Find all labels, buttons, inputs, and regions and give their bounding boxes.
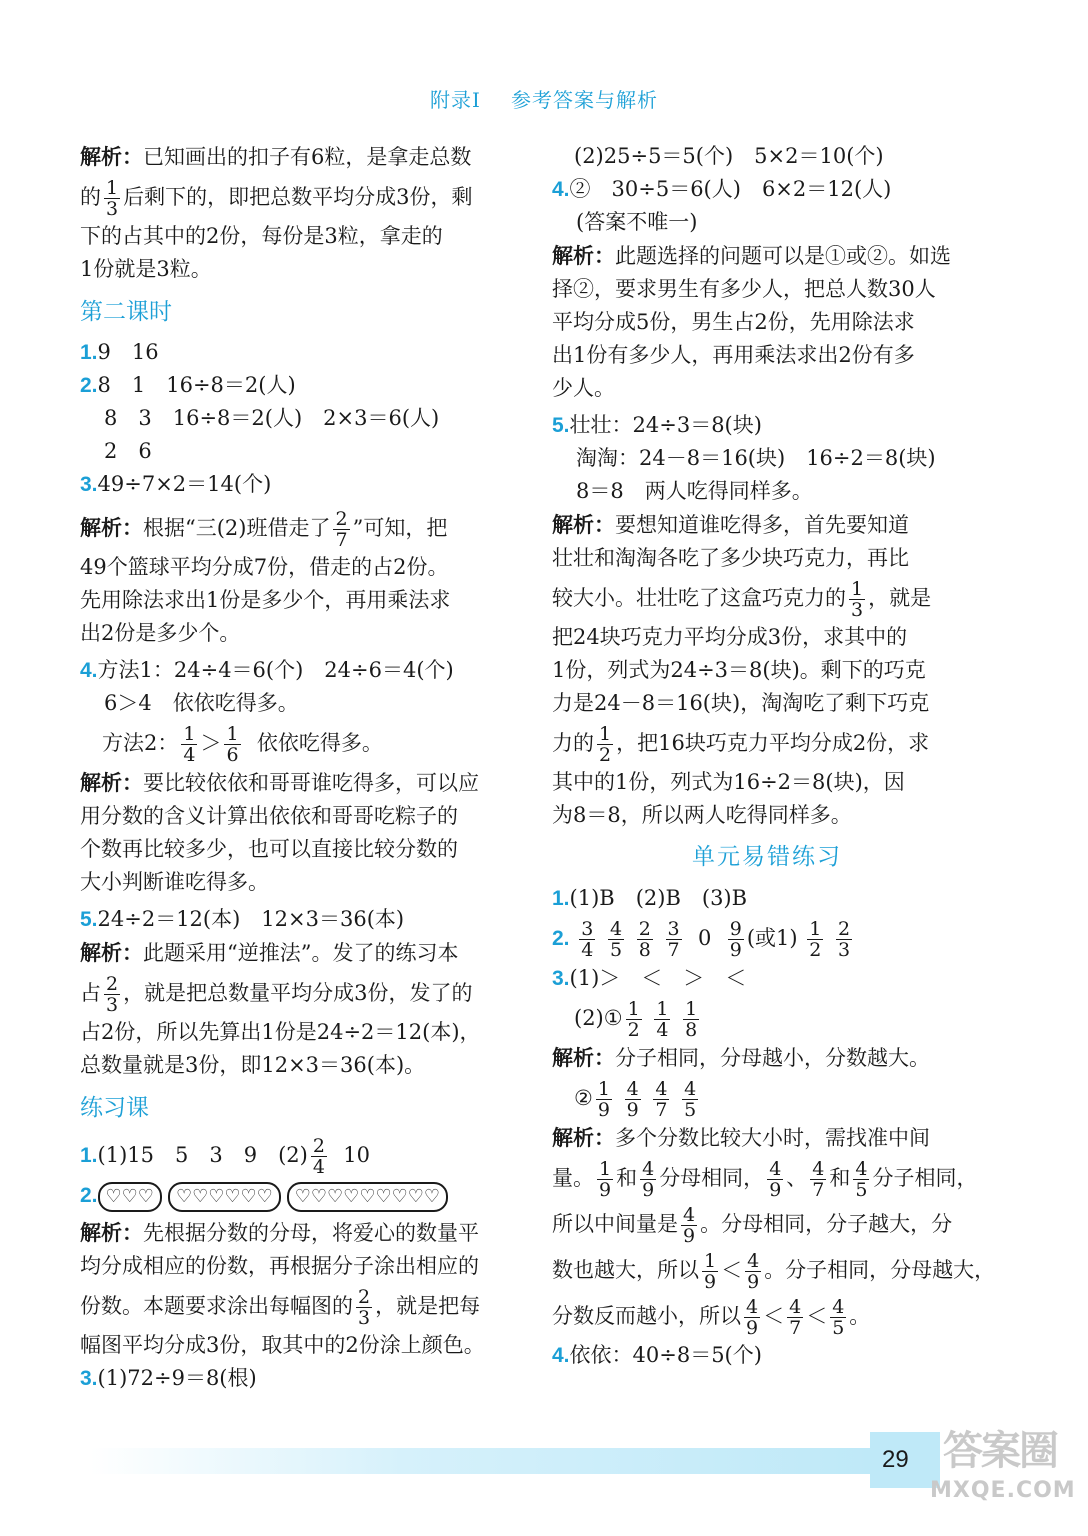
analysis-block: 解析：此题采用“逆推法”。发了的练习本 占 $\frac{2}{3}$ ，就是把总数量平均分成3份，发了的 占2份，所以先算出1份是24÷2＝12(本)， 总数量就是3份，即12×3＝36(本)。 <box>80 940 481 1077</box>
unit-answer-2: 2. $\frac{3}{4}$ $\frac{4}{5}$ $\frac{2}{8}$ $\frac{3}{7}$ 0 $\frac{9}{9}$ (或1) $\frac{1}{2}$ $\frac{2}{3}$ <box>552 918 851 961</box>
exercise-3: 3.(1)72÷9＝8(根) <box>80 1366 257 1390</box>
fraction: $\frac{4}{5}$ <box>684 1078 697 1121</box>
fraction: $\frac{3}{4}$ <box>581 918 594 961</box>
analysis-block: 解析：要想知道谁吃得多，首先要知道 壮壮和淘淘各吃了多少块巧克力，再比 较大小。壮壮吃了这盒巧克力的 $\frac{1}{3}$ ，就是 把24块巧克力平均分成3份，求其中的 1份，列式为24÷3＝8(块)。剩下的巧克 力是24－8＝16(块)，淘淘吃了剩下巧克 力的 $\frac{1}{2}$ ，把16块巧克力平均分成2份，求 其中的1份，列式为16÷2＝8(块)，因 为8＝8，所以两人吃得同样多。 <box>552 512 932 827</box>
analysis-block: 解析：根据“三(2)班借走了 $\frac{2}{7}$ ”可知，把 49个篮球平均分成7份，借走的占2份。 先用除法求出1份是多少个，再用乘法求 出2份是多少个。 <box>80 508 451 645</box>
answer-2: 2.8 1 16÷8＝2(人) 8 3 16÷8＝2(人) 2×3＝6(人) 2 6 <box>80 373 440 463</box>
answer-5: 5.24÷2＝12(本) 12×3＝36(本) <box>80 907 405 931</box>
fraction: $\frac{1}{2}$ <box>809 918 822 961</box>
analysis-block: 解析：分子相同，分母越小，分数越大。 <box>552 1045 930 1070</box>
answer-4: 4.方法1：24÷4＝6(个) 24÷6＝4(个) 6＞4 依依吃得多。 方法2： $\frac{1}{4}$ ＞ $\frac{1}{6}$ 依依吃得多。 <box>80 658 454 766</box>
fraction: $\frac{2}{3}$ <box>358 1286 371 1329</box>
answer-5: 5.壮壮：24÷3＝8(块) 淘淘：24－8＝16(块) 16÷2＝8(块) 8＝8 两人吃得同样多。 <box>552 413 936 503</box>
fraction: $\frac{2}{3}$ <box>106 973 119 1016</box>
answer-3: 3.49÷7×2＝14(个) <box>80 472 272 496</box>
fraction: $\frac{9}{9}$ <box>729 918 742 961</box>
fraction: $\frac{2}{7}$ <box>335 508 348 551</box>
section-title: 练习课 <box>80 1094 149 1120</box>
appendix-label: 附录Ⅰ <box>430 88 481 112</box>
unit-answer-3: 3.(1)＞ ＜ ＞ ＜ (2)① $\frac{1}{2}$ $\frac{1}{4}$ $\frac{1}{8}$ <box>552 966 747 1041</box>
fraction: $\frac{1}{8}$ <box>685 998 698 1041</box>
exercise-1: 1.(1)15 5 3 9 (2) $\frac{2}{4}$ 10 <box>80 1135 371 1178</box>
answer-continued: (2)25÷5＝5(个) 5×2＝10(个) <box>574 144 884 168</box>
fraction: $\frac{3}{7}$ <box>667 918 680 961</box>
fraction: $\frac{1}{9}$ <box>597 1078 610 1121</box>
answer-1: 1.9 16 <box>80 340 159 364</box>
hearts-group-icon: ♡♡♡ <box>98 1182 162 1212</box>
fraction: $\frac{1}{2}$ <box>599 723 612 766</box>
fraction: $\frac{4}{7}$ <box>655 1078 668 1121</box>
analysis-block: 解析：已知画出的扣子有6粒，是拿走总数 的 $\frac{1}{3}$ 后剩下的，即把总数平均分成3份，剩 下的占其中的2份，每份是3粒，拿走的 1份就是3粒。 <box>80 144 473 281</box>
unit-title: 单元易错练习 <box>692 844 842 870</box>
page-number: 29 <box>882 1446 909 1473</box>
fraction: $\frac{1}{6}$ <box>226 723 239 766</box>
right-column <box>552 140 996 1372</box>
watermark-logo: 答案圈 MXQE.COM <box>930 1428 1076 1503</box>
fraction: $\frac{2}{3}$ <box>838 918 851 961</box>
fraction: $\frac{1}{4}$ <box>656 998 669 1041</box>
analysis-block: 解析：多个分数比较大小时，需找准中间 量。 $\frac{1}{9}$ 和 $\frac{4}{9}$ 分母相同， $\frac{4}{9}$ 、 $\frac{4}{7}$ 和 $\frac{4}{5}$ 分子相同， 所以中间量是 $\frac{4}{9}$ 。分母相同，分子越大，分 数也越大，所以 $\frac{1}{9}$ ＜ $\frac{4}{9}$ 。分子相同，分母越大， 分数反而越小，所以 $\frac{4}{9}$ ＜ $\frac{4}{7}$ ＜ $\frac{4}{5}$ 。 <box>552 1125 996 1339</box>
page-header <box>0 84 1088 113</box>
hearts-group-icon: ♡♡♡♡♡♡♡♡♡ <box>287 1182 448 1212</box>
analysis-block: 解析：先根据分数的分母，将爱心的数量平 均分成相应的份数，再根据分子涂出相应的 份数。本题要求涂出每幅图的 $\frac{2}{3}$ ，就是把每 幅图平均分成3份，取其中的2份涂上颜色。 <box>80 1220 485 1357</box>
fraction: $\frac{1}{4}$ <box>183 723 196 766</box>
unit-answer-4: 4.依依：40÷8＝5(个) <box>552 1343 762 1367</box>
exercise-2: 2. ♡♡♡ ♡♡♡♡♡♡ ♡♡♡♡♡♡♡♡♡ <box>80 1179 510 1212</box>
fraction: $\frac{1}{2}$ <box>627 998 640 1041</box>
fraction: $\frac{1}{3}$ <box>106 177 119 220</box>
unit-answer-1: 1.(1)B (2)B (3)B <box>552 886 748 910</box>
left-column <box>80 140 510 1395</box>
analysis-block: 解析：此题选择的问题可以是①或②。如选 择②，要求男生有多少人，把总人数30人 平均分成5份，男生占2份，先用除法求 出1份有多少人，再用乘法求出2份有多 少人。 <box>552 243 951 400</box>
analysis-block: 解析：要比较依依和哥哥谁吃得多，可以应 用分数的含义计算出依依和哥哥吃粽子的 个数再比较多少，也可以直接比较分数的 大小判断谁吃得多。 <box>80 770 479 894</box>
fraction: $\frac{4}{9}$ <box>626 1078 639 1121</box>
fraction: $\frac{2}{8}$ <box>638 918 651 961</box>
fraction: $\frac{1}{3}$ <box>851 578 864 621</box>
fraction: $\frac{4}{5}$ <box>609 918 623 961</box>
footer-bar <box>90 1448 870 1474</box>
section-title: 第二课时 <box>80 298 172 324</box>
fraction: $\frac{2}{4}$ <box>312 1135 325 1178</box>
header-title: 参考答案与解析 <box>510 88 658 112</box>
answer-4: 4.② 30÷5＝6(人) 6×2＝12(人) (答案不唯一) <box>552 177 892 234</box>
hearts-group-icon: ♡♡♡♡♡♡ <box>168 1182 281 1212</box>
unit-answer-3-2: ② $\frac{1}{9}$ $\frac{4}{9}$ $\frac{4}{7}$ $\frac{4}{5}$ <box>574 1078 697 1121</box>
